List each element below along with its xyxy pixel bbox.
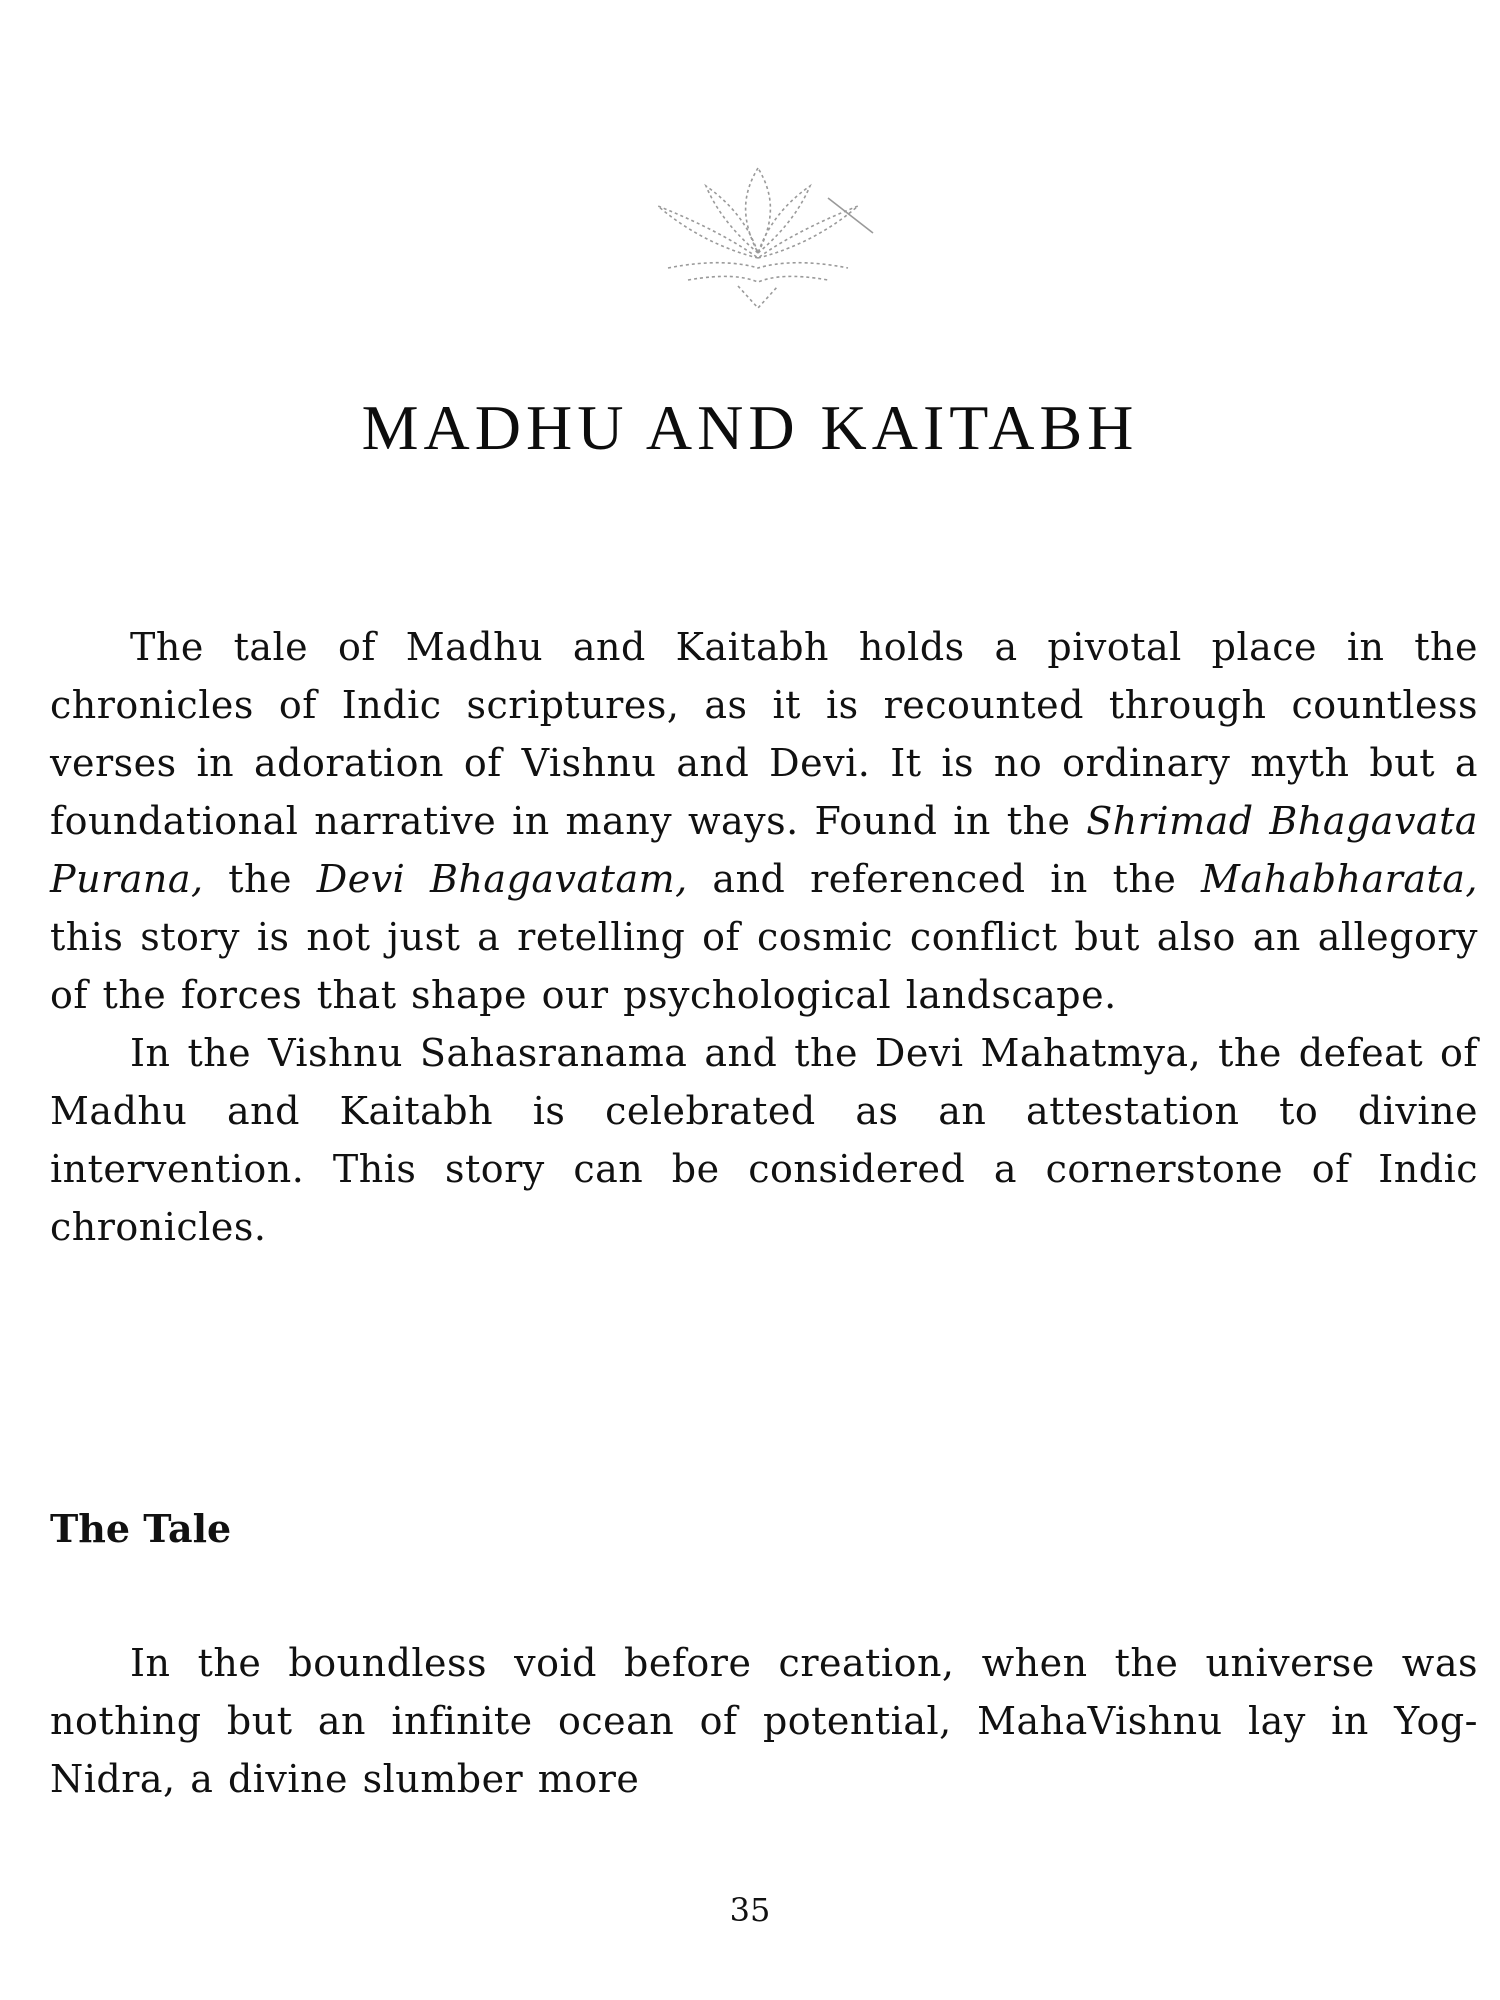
section-text — [50, 1634, 1478, 1808]
section-heading: The Tale — [50, 1506, 232, 1551]
intro-paragraph-2: In the Vishnu Sahasranama and the Devi Mahatmya, the defeat of Madhu and Kaitabh is celebrated as an attestation to divine intervention. This story can be considered a cornerstone of Indic chronicles. — [50, 1031, 1478, 1249]
intro-paragraph-1-text: The tale of Madhu and Kaitabh holds a pivotal place in the chronicles of Indic scriptures, as it is recounted through countless verses in adoration of Vishnu and Devi. It is no ordinary myth but a foundational narrative in many ways. Found in the — [50, 625, 1478, 843]
scripture-title-mahabharata: Mahabharata, — [1201, 857, 1478, 901]
intro-paragraph-1-text: and referenced in the — [687, 857, 1202, 901]
chapter-title: MADHU AND KAITABH — [361, 392, 1139, 463]
lotus-icon — [628, 158, 888, 318]
page-number: 35 — [729, 1891, 771, 1929]
intro-text — [50, 618, 1478, 1256]
section-paragraph-1: In the boundless void before creation, when the universe was nothing but an infinite ocean of potential, MahaVishnu lay in Yog-Nidra, a divine slumber more — [50, 1641, 1478, 1801]
intro-paragraph-1-text: the — [203, 857, 317, 901]
scripture-title-devi-bhagavatam: Devi Bhagavatam, — [316, 857, 688, 901]
intro-paragraph-1 — [50, 618, 1478, 1024]
scripture-title-bhagavata-purana: Shrimad Bhagavata Purana, — [50, 799, 1479, 901]
intro-paragraph-1-text: this story is not just a retelling of cosmic conflict but also an allegory of the forces that shape our psychological landscape. — [50, 915, 1478, 1017]
